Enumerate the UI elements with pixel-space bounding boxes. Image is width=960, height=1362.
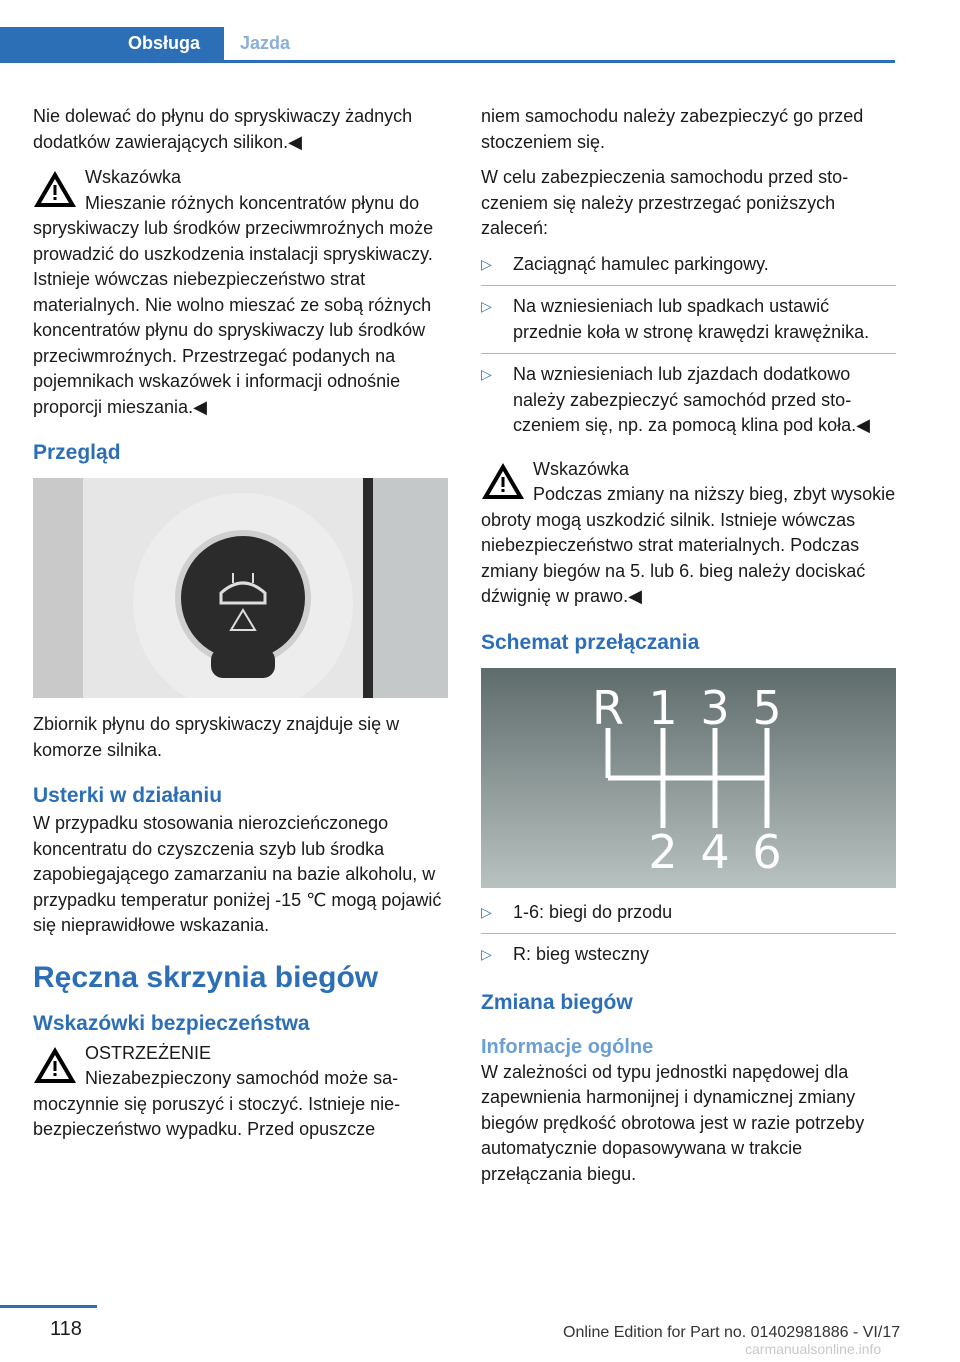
list-item: ▷ 1-6: biegi do przodu	[481, 900, 896, 935]
heading-faults: Usterki w działaniu	[33, 784, 223, 807]
left-column	[33, 104, 448, 1153]
gear-legend	[481, 900, 896, 976]
warning-triangle-icon	[33, 169, 77, 209]
heading-shift-pattern: Schemat przełączania	[481, 630, 700, 654]
gear-label-4: 4	[700, 824, 730, 879]
notice-title: Wskazówka	[85, 167, 182, 187]
photo-caption: Zbiornik płynu do spryskiwaczy znajduje się w komorze silnika.	[33, 714, 400, 760]
notice-title: Wskazówka	[533, 458, 630, 479]
gear-label-6: 6	[752, 824, 782, 879]
tab-obsluga-label: Obsługa	[128, 33, 201, 53]
notice-downshift	[481, 457, 896, 610]
bullet-triangle-icon: ▷	[481, 255, 492, 272]
right-column	[481, 104, 896, 1197]
notice-text: Podczas zmiany na niższy bieg, zbyt wysokie obroty mogą uszkodzić silnik. Istnieje wówczas niebezpieczeństwo strat materialnych. Podczas zmiany biegów na 5. lub 6. bieg należy dociskać dźwignię w prawo.◀	[481, 484, 896, 606]
bullet-triangle-icon: ▷	[481, 366, 492, 382]
gear-label-2: 2	[648, 824, 678, 879]
heading-manual-gearbox: Ręczna skrzynia biegów	[33, 960, 379, 994]
tab-obsluga	[0, 27, 224, 60]
securing-list	[481, 252, 896, 447]
heading-safety: Wskazówki bezpieczeństwa	[33, 1011, 310, 1035]
warning-title: OSTRZEŻENIE	[85, 1042, 212, 1063]
bullet-triangle-icon: ▷	[481, 946, 492, 962]
heading-gear-change: Zmiana biegów	[481, 990, 633, 1014]
list-item: ▷ Na wzniesieniach lub zjazdach dodatkowo należy zabezpieczyć samochód przed stoczeniem się, np. za pomocą klina pod koła.◀	[481, 364, 871, 435]
warning-triangle-icon	[33, 1045, 77, 1085]
washer-fluid-reservoir-photo	[33, 478, 448, 698]
gear-label-1: 1	[648, 680, 678, 735]
warning-text: Niezabezpieczony samochód może samoczynnie się poruszyć i stoczyć. Istnieje niebezpieczeństwo wypadku. Przed opuszcze	[33, 1068, 401, 1139]
list-item: ▷ R: bieg wsteczny	[481, 942, 896, 976]
notice-mixing	[33, 165, 448, 420]
section-tabs	[0, 27, 895, 63]
paragraph-silicone: Nie dolewać do płynu do spryskiwaczy żadnych dodatków zawierających silikon.◀	[33, 106, 413, 152]
footer-rule	[0, 1305, 97, 1308]
warning-rolling	[33, 1041, 448, 1143]
notice-text: Mieszanie różnych koncentratów płynu do spryskiwaczy lub środków przeciwmroźnych może prowadzić do uszkodzenia instalacji spryskiwaczy. Istnieje wówczas niebezpieczeństwo strat materialnych. Nie wolno mieszać ze sobą różnych koncentratów płynu do spryskiwaczy lub środków przeciwmroźnych. Przestrzegać podanych na pojemnikach wskazówek i informacji odnośnie proporcji mieszania.◀	[33, 192, 434, 417]
bullet-triangle-icon: ▷	[481, 903, 492, 920]
tab-jazda: Jazda	[240, 33, 291, 53]
paragraph-continued: niem samochodu należy zabezpieczyć go przed stoczeniem się.	[481, 106, 864, 152]
bullet-triangle-icon: ▷	[481, 298, 492, 314]
watermark-text: carmanualsonline.info	[745, 1341, 882, 1357]
heading-overview: Przegląd	[33, 441, 121, 464]
edition-note: Online Edition for Part no. 01402981886 - VI/17	[563, 1324, 901, 1341]
list-item: ▷ Na wzniesieniach lub spadkach ustawić przednie koła w stronę krawędzi krawężnika.	[481, 294, 896, 354]
list-item: ▷ Zaciągnąć hamulec parkingowy.	[481, 252, 896, 287]
paragraph-faults: W przypadku stosowania nierozcieńczonego koncentratu do czyszczenia szyb lub środka zapobiegającego zamarzaniu na bazie alkoholu, w przypadku temperatur poniżej -15 ℃ mogą pojawić się nieprawidłowe wskazania.	[33, 813, 442, 935]
heading-general-info: Informacje ogólne	[481, 1035, 654, 1058]
paragraph-general: W zależności od typu jednostki napędowej dla zapewnienia harmonijnej i dynamicznej zmiany biegów prędkość obrotowa jest w razie potrzeby automatycznie dopasowywana w trakcie przełączania biegu.	[481, 1061, 865, 1184]
paragraph-secure: W celu zabezpieczenia samochodu przed stoczeniem się należy przestrzegać poniższych zaleceń:	[481, 167, 849, 238]
page-number: 118	[50, 1318, 82, 1340]
header-rule	[0, 60, 895, 63]
gear-label-3: 3	[700, 680, 730, 735]
gear-shift-pattern-diagram	[481, 668, 896, 888]
warning-triangle-icon	[481, 461, 525, 501]
gear-label-5: 5	[752, 680, 782, 735]
gear-label-r: R	[592, 680, 624, 735]
